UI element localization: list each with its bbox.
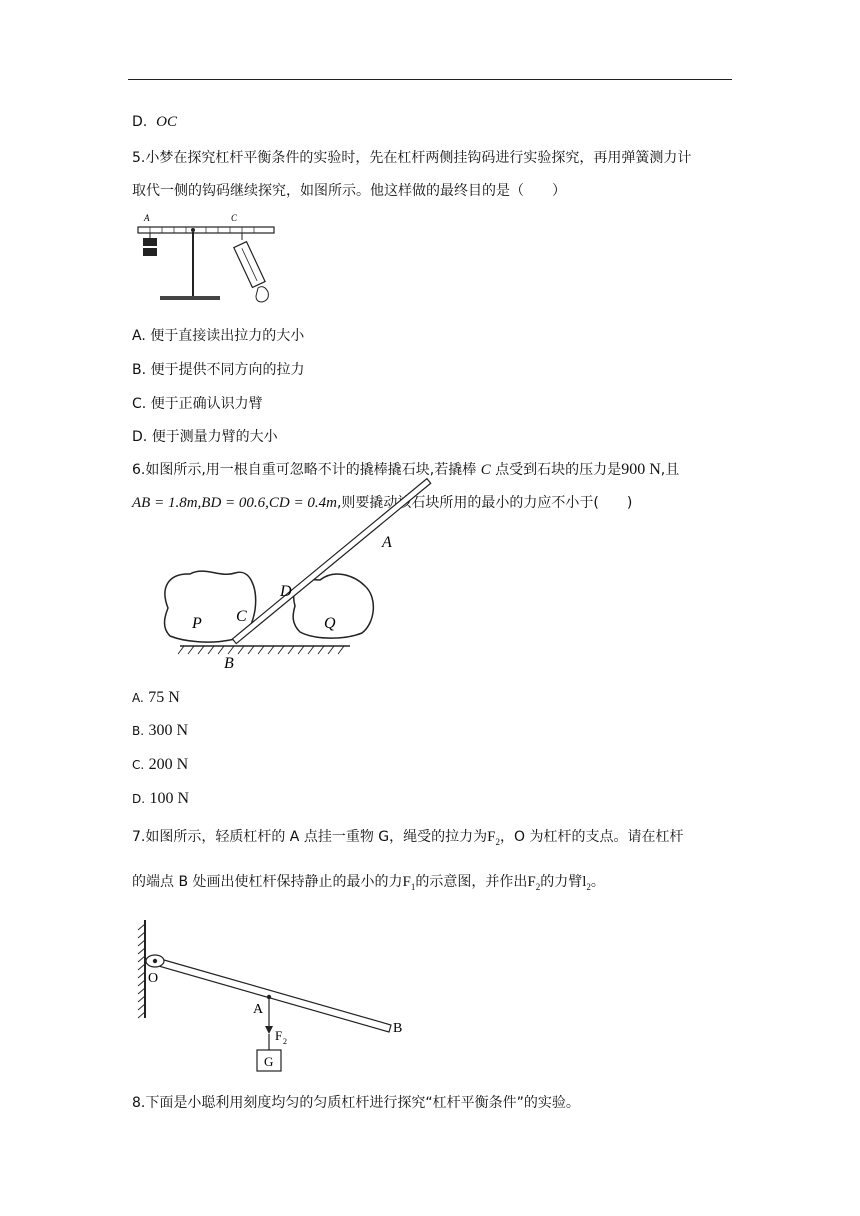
q5-option-c xyxy=(132,394,263,414)
option-label: D. xyxy=(132,114,148,130)
q6-label-d: D xyxy=(280,583,292,600)
q6-label-b: B xyxy=(224,655,234,672)
q6-point-c: C xyxy=(480,462,491,478)
q6-text: 6.如图所示,用一根自重可忽略不计的撬棒撬石块,若撬棒 xyxy=(132,462,477,478)
q6-formula: AB = 1.8m,BD = 00.6,CD = 0.4m xyxy=(132,495,337,511)
q5-option-a xyxy=(132,326,304,346)
header-rule xyxy=(128,79,732,80)
q6-text: ,则要撬动该石块所用的最小的力应不小于( ) xyxy=(336,495,633,511)
q7-label-a: A xyxy=(253,1002,264,1017)
q7-stem-line1 xyxy=(132,827,683,852)
q7-text: 7.如图所示，轻质杠杆的 A 点挂一重物 G，绳受的拉力为 xyxy=(132,829,488,845)
q7-symbol-f2: F xyxy=(487,829,496,845)
q5-label-c: C xyxy=(231,213,238,223)
q4-option-d xyxy=(132,112,177,132)
q7-label-f-sub: 2 xyxy=(283,1037,287,1046)
q7-symbol-f1: F xyxy=(402,874,411,890)
q6-option-b xyxy=(132,721,188,741)
option-text: 75 N xyxy=(148,689,180,706)
q6-crowbar-figure xyxy=(150,528,410,673)
q5-stem-line2: 取代一侧的钩码继续探究，如图所示。他这样做的最终目的是（ ） xyxy=(132,183,566,199)
q6-stem-line2 xyxy=(132,493,632,513)
option-label: B. xyxy=(132,724,145,738)
q6-force-value: 900 N xyxy=(621,461,661,478)
option-text: 便于直接读出拉力的大小 xyxy=(150,328,305,344)
q7-label-b: B xyxy=(393,1021,403,1036)
option-label: A. xyxy=(132,328,146,344)
q7-subscript: 1 xyxy=(410,881,416,892)
option-text: 300 N xyxy=(148,722,189,739)
option-text: 200 N xyxy=(148,756,189,773)
option-text: 100 N xyxy=(149,790,190,807)
q6-option-d xyxy=(132,789,189,809)
q6-text: ,且 xyxy=(660,462,680,478)
option-label: D. xyxy=(132,429,148,445)
q5-option-d xyxy=(132,427,278,447)
q5-stem-line1: 5.小梦在探究杠杆平衡条件的实验时，先在杠杆两侧挂钩码进行实验探究，再用弹簧测力计 xyxy=(132,150,692,166)
q7-text: 的端点 B 处画出使杠杆保持静止的最小的力 xyxy=(132,874,403,890)
q5-label-a: A xyxy=(144,213,150,223)
q7-text: 的力臂 xyxy=(540,874,583,890)
option-text: OC xyxy=(156,114,177,130)
q6-label-a: A xyxy=(382,534,392,551)
q6-text: 点受到石块的压力是 xyxy=(495,462,622,478)
q7-text: 。 xyxy=(590,874,605,890)
q6-option-c xyxy=(132,755,188,775)
q7-text: ，O 为杠杆的支点。请在杠杆 xyxy=(499,829,684,845)
q8-stem-line1: 8.下面是小聪利用刻度均匀的匀质杠杆进行探究“杠杆平衡条件”的实验。 xyxy=(132,1095,580,1111)
q7-label-f: F xyxy=(275,1028,283,1043)
q7-subscript: 2 xyxy=(586,881,591,892)
q7-symbol-f2: F xyxy=(527,874,536,890)
option-label: C. xyxy=(132,758,145,772)
q7-text: 的示意图，并作出 xyxy=(415,874,528,890)
q7-symbol-l2: l xyxy=(582,874,587,890)
option-label: D. xyxy=(132,792,146,806)
option-label: B. xyxy=(132,362,147,378)
option-text: 便于提供不同方向的拉力 xyxy=(150,362,305,378)
q5-lever-figure xyxy=(130,210,290,310)
q6-stem-line1 xyxy=(132,460,679,480)
q7-label-o: O xyxy=(148,971,159,986)
q6-label-p: P xyxy=(192,615,202,632)
q6-label-c: C xyxy=(236,608,247,625)
q7-subscript: 2 xyxy=(535,881,541,892)
q7-label-g: G xyxy=(264,1054,274,1069)
q6-label-q: Q xyxy=(324,615,336,632)
option-label: C. xyxy=(132,396,147,412)
q6-option-a xyxy=(132,688,180,708)
option-label: A. xyxy=(132,691,144,705)
q7-subscript: 2 xyxy=(495,836,500,847)
option-text: 便于正确认识力臂 xyxy=(150,396,263,412)
option-text: 便于测量力臂的大小 xyxy=(151,429,278,445)
q7-lever-figure xyxy=(135,918,415,1076)
q5-option-b xyxy=(132,360,305,380)
q7-stem-line2 xyxy=(132,872,605,897)
